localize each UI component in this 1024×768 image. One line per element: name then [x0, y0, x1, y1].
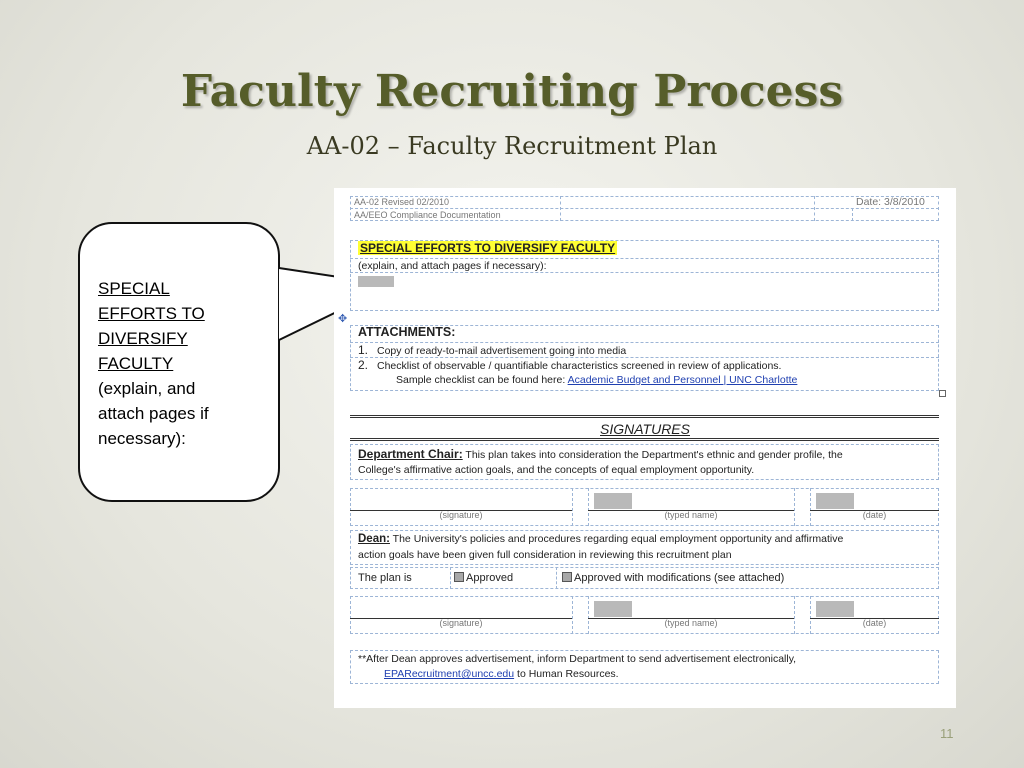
- attachment-2-number: 2.: [358, 358, 369, 372]
- diversity-instruction: (explain, and attach pages if necessary):: [358, 260, 547, 272]
- approved-checkbox[interactable]: [454, 572, 464, 582]
- compliance-label: AA/EEO Compliance Documentation: [354, 210, 501, 220]
- dept-chair-line-2: College's affirmative action goals, and the concepts of equal employment opportunity.: [358, 464, 755, 476]
- dean-line-2: action goals have been given full consideration in reviewing this recruitment plan: [358, 549, 732, 561]
- approved-mods-option[interactable]: [562, 572, 784, 584]
- attachment-2-sample: [396, 374, 797, 386]
- dean-date-label: (date): [862, 618, 887, 628]
- dept-chair-label: Department Chair:: [358, 447, 463, 461]
- budget-personnel-link[interactable]: Academic Budget and Personnel | UNC Charlotte: [567, 374, 798, 386]
- callout-text: [98, 276, 268, 451]
- callout-heading-line: DIVERSIFY: [98, 329, 188, 348]
- dean-label: Dean:: [358, 533, 390, 545]
- approved-option[interactable]: [454, 572, 513, 584]
- page-number: 11: [940, 726, 954, 741]
- dean-line-1: [358, 533, 843, 545]
- dean-date-field[interactable]: [816, 601, 854, 617]
- callout-body-line: attach pages if: [98, 404, 209, 423]
- plan-is-label: The plan is: [358, 572, 412, 584]
- dept-chair-line-1: [358, 447, 843, 461]
- dean-signature-label: (signature): [439, 618, 483, 628]
- form-date: Date: 3/8/2010: [856, 196, 925, 208]
- chair-typed-name-label: (typed name): [664, 510, 718, 520]
- approved-label: Approved: [466, 572, 514, 584]
- attachment-2-text: Checklist of observable / quantifiable characteristics screened in review of applications.: [377, 360, 782, 372]
- callout-body-line: necessary):: [98, 429, 186, 448]
- hr-email-link[interactable]: EPARecruitment@uncc.edu: [384, 668, 515, 680]
- footer-line-2: [384, 668, 619, 680]
- chair-date-label: (date): [862, 510, 887, 520]
- diversity-text-field[interactable]: [358, 276, 394, 287]
- attachments-heading: ATTACHMENTS:: [358, 325, 456, 339]
- approved-mods-label: Approved with modifications (see attached): [574, 572, 785, 584]
- chair-typed-name-field[interactable]: [594, 493, 632, 509]
- form-id: AA-02 Revised 02/2010: [354, 197, 450, 207]
- callout-body-line: (explain, and: [98, 379, 196, 398]
- footer-line-1: **After Dean approves advertisement, inform Department to send advertisement electronically,: [358, 653, 797, 665]
- attachment-1-text: Copy of ready-to-mail advertisement going into media: [377, 345, 627, 357]
- sample-label: Sample checklist can be found here:: [396, 374, 568, 386]
- dept-chair-text-1: This plan takes into consideration the Department's ethnic and gender profile, the: [462, 449, 843, 461]
- chair-signature-label: (signature): [439, 510, 483, 520]
- diversity-heading: SPECIAL EFFORTS TO DIVERSIFY FACULTY: [360, 241, 616, 255]
- resize-handle[interactable]: [939, 390, 946, 397]
- slide-subtitle: AA-02 – Faculty Recruitment Plan: [306, 132, 718, 160]
- attachment-1-number: 1.: [358, 343, 369, 357]
- dean-typed-name-label: (typed name): [664, 618, 718, 628]
- move-handle-icon[interactable]: ✥: [338, 313, 348, 325]
- chair-date-field[interactable]: [816, 493, 854, 509]
- footer-text-2: to Human Resources.: [514, 668, 619, 680]
- form-document: [334, 188, 956, 708]
- callout-heading-line: FACULTY: [98, 354, 174, 373]
- signatures-heading: SIGNATURES: [600, 421, 690, 437]
- approved-mods-checkbox[interactable]: [562, 572, 572, 582]
- callout-heading-line: EFFORTS TO: [98, 304, 205, 323]
- slide-title: Faculty Recruiting Process: [180, 66, 844, 117]
- dean-typed-name-field[interactable]: [594, 601, 632, 617]
- callout-heading-line: SPECIAL: [98, 279, 170, 298]
- dean-text-1: The University's policies and procedures regarding equal employment opportunity and affirmative: [389, 533, 844, 545]
